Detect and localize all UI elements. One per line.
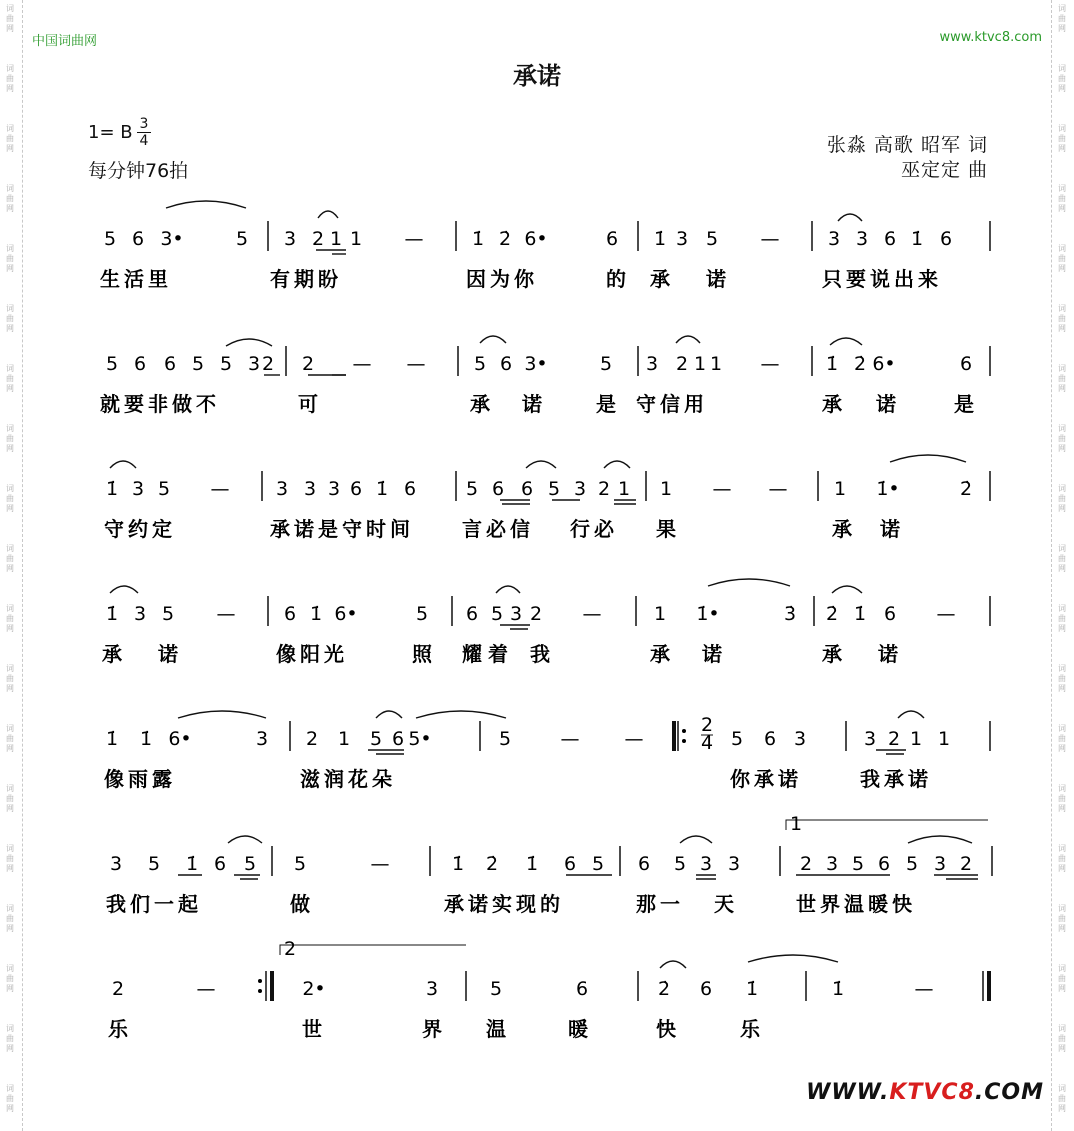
note: 6 [877, 853, 891, 875]
watermark-stamp: 词 曲 网 [1058, 244, 1066, 273]
note: — [914, 978, 934, 1000]
site-url[interactable]: www.ktvc8.com [939, 30, 1042, 45]
note: 6 [699, 978, 713, 1000]
slur [898, 711, 924, 718]
note: 3 [283, 228, 297, 250]
note: 1 [693, 353, 707, 375]
watermark-stamp: 词 曲 网 [6, 424, 14, 453]
note: — [406, 353, 426, 375]
note: 1̇ [105, 728, 119, 750]
lyric: 是 [954, 392, 978, 416]
time-signature-top: 3 [139, 116, 149, 132]
lyric: 我们一起 [106, 892, 202, 916]
lyric: 果 [656, 517, 680, 541]
note: 2 [529, 603, 543, 625]
note: 6 [283, 603, 297, 625]
note: 1̇ [831, 978, 845, 1000]
lyric: 着 [488, 642, 512, 666]
watermark-stamp: 词 曲 网 [1058, 64, 1066, 93]
note: 1̇ [185, 853, 199, 875]
note: 6 [133, 353, 147, 375]
logo-part-1: WWW. [806, 1080, 890, 1105]
logo-part-3: .COM [974, 1080, 1044, 1105]
slur [318, 211, 338, 218]
lyric: 那一 [636, 892, 684, 916]
lyric: 诺 [706, 267, 730, 291]
note: 6 [575, 978, 589, 1000]
lyric: 世界温暖快 [796, 892, 916, 916]
note: — [936, 603, 956, 625]
note: 5 [369, 728, 383, 750]
note: 5 [547, 478, 561, 500]
note: — [768, 478, 788, 500]
note: 2̇ [498, 228, 512, 250]
note: 5 [293, 853, 307, 875]
watermark-stamp: 词 曲 网 [1058, 664, 1066, 693]
note: 3 [727, 853, 741, 875]
note: 2 [887, 728, 901, 750]
watermark-stamp: 词 曲 网 [6, 904, 14, 933]
repeat-dot [682, 729, 686, 733]
watermark-stamp: 词 曲 网 [6, 724, 14, 753]
score-slurs [110, 201, 972, 968]
watermark-stamp: 词 曲 网 [6, 664, 14, 693]
lyric: 照 [412, 642, 436, 666]
lyric: 温 [486, 1017, 510, 1041]
lyric: 有期盼 [270, 267, 342, 291]
score-lyrics [100, 267, 978, 1041]
note: 1 [659, 478, 673, 500]
note: 3 [133, 603, 147, 625]
note: 3• [524, 353, 548, 375]
note: 5 [191, 353, 205, 375]
slur [676, 336, 700, 343]
slur [838, 214, 862, 221]
note: 1̇ [745, 978, 759, 1000]
lyric: 天 [714, 892, 738, 916]
note: 1 [709, 353, 723, 375]
lyric: 是 [596, 392, 620, 416]
note: 1̇ [471, 228, 485, 250]
lyric: 界 [422, 1017, 446, 1041]
watermark-stamp: 词 曲 网 [1058, 844, 1066, 873]
note: 1̇• [696, 603, 720, 625]
note: 1̇ [525, 853, 539, 875]
note: 2̇ [853, 353, 867, 375]
note: 3 [109, 853, 123, 875]
logo-part-2: KTVC8 [889, 1080, 975, 1105]
note: 2 [111, 978, 125, 1000]
slur [110, 586, 138, 593]
slur [376, 711, 402, 718]
score-notes [104, 221, 992, 1001]
lyric: 只要说出来 [822, 267, 942, 291]
note: 1̇ [309, 603, 323, 625]
slur [604, 461, 630, 468]
slur [416, 711, 506, 718]
note: 5 [591, 853, 605, 875]
lyric: 乐 [740, 1017, 764, 1041]
note: 5 [415, 603, 429, 625]
note: 5 [851, 853, 865, 875]
repeat-dot [258, 989, 262, 993]
note: 3• [160, 228, 184, 250]
lyric: 生活里 [100, 267, 172, 291]
note: 2̇ [825, 603, 839, 625]
note: 1̇ [105, 603, 119, 625]
lyric: 暖 [568, 1017, 592, 1041]
lyric: 我 [530, 642, 554, 666]
note: 6 [939, 228, 953, 250]
note: 2• [302, 978, 326, 1000]
note: 5 [599, 353, 613, 375]
note: 1̇ [853, 603, 867, 625]
watermark-stamp: 词 曲 网 [1058, 4, 1066, 33]
note: — [352, 353, 372, 375]
note: 5 [490, 603, 504, 625]
note: 5 [705, 228, 719, 250]
note: 3 [131, 478, 145, 500]
note: 6 [349, 478, 363, 500]
note: — [760, 353, 780, 375]
note: 5 [498, 728, 512, 750]
key-signature: 1= B [88, 122, 133, 143]
note: 2 [311, 228, 325, 250]
note: 2̇ [485, 853, 499, 875]
slur [526, 461, 556, 468]
note: 1 [833, 478, 847, 500]
note: — [624, 728, 644, 750]
tempo-marking: 每分钟76拍 [88, 160, 189, 182]
note: 5 [489, 978, 503, 1000]
note: 5 [905, 853, 919, 875]
watermark-stamp: 词 曲 网 [1058, 1084, 1066, 1113]
note: 6 [637, 853, 651, 875]
lyric: 诺 [876, 392, 900, 416]
slur [480, 336, 506, 343]
watermark-stamp: 词 曲 网 [6, 484, 14, 513]
volta-bracket [280, 945, 466, 955]
footer-logo[interactable] [806, 1080, 1044, 1105]
note: 5 [473, 353, 487, 375]
lyric: 可 [298, 392, 322, 416]
note: 2 [305, 728, 319, 750]
lyric: 做 [290, 892, 314, 916]
note: 3 [827, 228, 841, 250]
slur [832, 586, 862, 593]
note: — [712, 478, 732, 500]
note: 2 [959, 853, 973, 875]
note: 6 [883, 603, 897, 625]
note: 5 [730, 728, 744, 750]
slur [178, 711, 266, 718]
note: 6 [959, 353, 973, 375]
watermark-stamp: 词 曲 网 [1058, 484, 1066, 513]
slur [680, 836, 712, 843]
note: 2 [301, 353, 315, 375]
watermark-stamp: 词 曲 网 [6, 604, 14, 633]
lyric: 诺 [880, 517, 904, 541]
note: 6 [131, 228, 145, 250]
watermark-stamp: 词 曲 网 [1058, 124, 1066, 153]
lyric: 承 [822, 392, 846, 416]
note: 6 [163, 353, 177, 375]
note: 6 [213, 853, 227, 875]
lyric: 承 [650, 267, 674, 291]
note: 1̇ [451, 853, 465, 875]
note: 2̇ [657, 978, 671, 1000]
watermark-stamp: 词 曲 网 [6, 844, 14, 873]
lyric: 像阳光 [276, 642, 348, 666]
note: — [582, 603, 602, 625]
watermark-stamp: 词 曲 网 [6, 184, 14, 213]
final-barline-thick [987, 971, 991, 1001]
lyric: 行必 [570, 517, 618, 541]
note: 1 [329, 228, 343, 250]
watermark-stamp: 词 曲 网 [1058, 724, 1066, 753]
note: 2 [597, 478, 611, 500]
watermark-stamp: 词 曲 网 [1058, 424, 1066, 453]
watermark-stamp: 词 曲 网 [6, 1024, 14, 1053]
lyric: 因为你 [466, 267, 538, 291]
note: 1̇ [825, 353, 839, 375]
note: 6 [491, 478, 505, 500]
note: — [210, 478, 230, 500]
song-title: 承诺 [513, 62, 561, 90]
slur [226, 339, 272, 346]
watermark-stamp: 词 曲 网 [1058, 304, 1066, 333]
note: 1 [937, 728, 951, 750]
watermark-stamp: 词 曲 网 [6, 64, 14, 93]
lyric: 言必信 [462, 517, 534, 541]
note: 6 [499, 353, 513, 375]
note: 6 [605, 228, 619, 250]
note: — [216, 603, 236, 625]
repeat-dot [682, 739, 686, 743]
repeat-bar-thick [672, 721, 676, 751]
lyric: 承 [832, 517, 856, 541]
lyric: 承 [650, 642, 674, 666]
lyric: 承诺实现的 [444, 892, 564, 916]
watermark-stamp: 词 曲 网 [6, 304, 14, 333]
note: 5 [147, 853, 161, 875]
watermark-stamp: 词 曲 网 [1058, 784, 1066, 813]
note: 3 [855, 228, 869, 250]
lyric: 承 [102, 642, 126, 666]
repeat-bar-thick [270, 971, 274, 1001]
watermark-stamp: 词 曲 网 [1058, 964, 1066, 993]
slur [890, 455, 966, 462]
note: 1 [653, 603, 667, 625]
note: 3 [247, 353, 261, 375]
slur [166, 201, 246, 208]
note: 5 [235, 228, 249, 250]
watermark-stamp: 词 曲 网 [1058, 544, 1066, 573]
lyric: 诺 [522, 392, 546, 416]
slur [708, 579, 790, 586]
watermark-stamp: 词 曲 网 [6, 1084, 14, 1113]
lyric: 就要非做不 [100, 392, 220, 416]
note: 5• [408, 728, 432, 750]
composer-credit: 巫定定 曲 [900, 159, 988, 181]
note: 6 [763, 728, 777, 750]
slur [496, 586, 520, 593]
note: 3 [645, 353, 659, 375]
note: 3 [675, 228, 689, 250]
watermark-stamp: 词 曲 网 [6, 244, 14, 273]
note: 3 [255, 728, 269, 750]
volta-number: 2 [284, 938, 297, 960]
watermark-stamp: 词 曲 网 [6, 544, 14, 573]
note: 3 [863, 728, 877, 750]
time-signature-bottom: 4 [139, 133, 149, 149]
note: 3 [425, 978, 439, 1000]
time-signature-change-top: 2 [700, 714, 714, 736]
watermark-stamp: 词 曲 网 [1058, 184, 1066, 213]
slur [748, 955, 838, 962]
note: — [370, 853, 390, 875]
lyric: 我承诺 [860, 767, 932, 791]
note: 3 [327, 478, 341, 500]
lyric: 像雨露 [104, 767, 176, 791]
note: 2 [261, 353, 275, 375]
note: 1 [617, 478, 631, 500]
note: 5 [103, 228, 117, 250]
lyric: 承 [470, 392, 494, 416]
note: 2 [799, 853, 813, 875]
note: 3 [509, 603, 523, 625]
watermark-stamp: 词 曲 网 [1058, 364, 1066, 393]
note: 1 [337, 728, 351, 750]
watermark-stamp: 词 曲 网 [6, 364, 14, 393]
note: 3 [793, 728, 807, 750]
lyric: 的 [606, 267, 630, 291]
lyric: 世 [302, 1017, 326, 1041]
lyricist-credit: 张淼 高歌 昭军 词 [826, 134, 988, 156]
note: 1 [349, 228, 363, 250]
note: 1̇• [876, 478, 900, 500]
note: 1̇ [653, 228, 667, 250]
repeat-dot [258, 979, 262, 983]
note: 5 [673, 853, 687, 875]
slur [830, 338, 862, 345]
time-signature-change-bottom: 4 [700, 732, 714, 754]
note: 3 [303, 478, 317, 500]
lyric: 乐 [108, 1017, 132, 1041]
watermark-stamp: 词 曲 网 [6, 964, 14, 993]
watermark-stamp: 词 曲 网 [6, 4, 14, 33]
lyric: 快 [656, 1017, 680, 1041]
watermark-stamp: 词 曲 网 [1058, 604, 1066, 633]
note: 3 [825, 853, 839, 875]
note: — [560, 728, 580, 750]
watermark-stamp: 词 曲 网 [6, 784, 14, 813]
note: 6• [168, 728, 192, 750]
slur [228, 836, 262, 843]
volta-number: 1 [790, 813, 803, 835]
note: 3 [699, 853, 713, 875]
volta-bracket [786, 820, 988, 830]
note: 2 [675, 353, 689, 375]
slur [660, 961, 686, 968]
score-beams [178, 250, 978, 879]
lyric: 守约定 [104, 517, 176, 541]
note: 6• [524, 228, 548, 250]
note: 5 [157, 478, 171, 500]
lyric: 诺 [878, 642, 902, 666]
lyric: 承诺是守时间 [270, 517, 414, 541]
note: 6 [465, 603, 479, 625]
slur [110, 461, 136, 468]
lyric: 滋润花朵 [300, 767, 396, 791]
note: 1̇ [139, 728, 153, 750]
slur [908, 836, 972, 843]
note: 3 [573, 478, 587, 500]
note: 6 [563, 853, 577, 875]
note: 3̇ [783, 603, 797, 625]
watermark-stamp: 词 曲 网 [1058, 1024, 1066, 1053]
note: 1̇ [105, 478, 119, 500]
lyric: 诺 [158, 642, 182, 666]
note: 2̇ [959, 478, 973, 500]
note: 3 [275, 478, 289, 500]
note: 1̇ [375, 478, 389, 500]
note: 6 [403, 478, 417, 500]
note: 5 [105, 353, 119, 375]
note: 5 [161, 603, 175, 625]
lyric: 守信用 [636, 392, 708, 416]
note: 6 [520, 478, 534, 500]
note: — [760, 228, 780, 250]
note: — [404, 228, 424, 250]
site-name[interactable]: 中国词曲网 [32, 34, 98, 49]
note: 6• [872, 353, 896, 375]
note: 6 [391, 728, 405, 750]
watermark-stamp: 词 曲 网 [1058, 904, 1066, 933]
note: 3 [933, 853, 947, 875]
watermark-stamp: 词 曲 网 [6, 124, 14, 153]
note: 1̇ [910, 228, 924, 250]
note: 5 [465, 478, 479, 500]
lyric: 承 [822, 642, 846, 666]
note: 1 [909, 728, 923, 750]
note: 6• [334, 603, 358, 625]
lyric: 你承诺 [730, 767, 802, 791]
note: 5 [243, 853, 257, 875]
note: 6 [883, 228, 897, 250]
lyric: 耀 [462, 642, 486, 666]
lyric: 诺 [702, 642, 726, 666]
note: 5 [219, 353, 233, 375]
note: — [196, 978, 216, 1000]
